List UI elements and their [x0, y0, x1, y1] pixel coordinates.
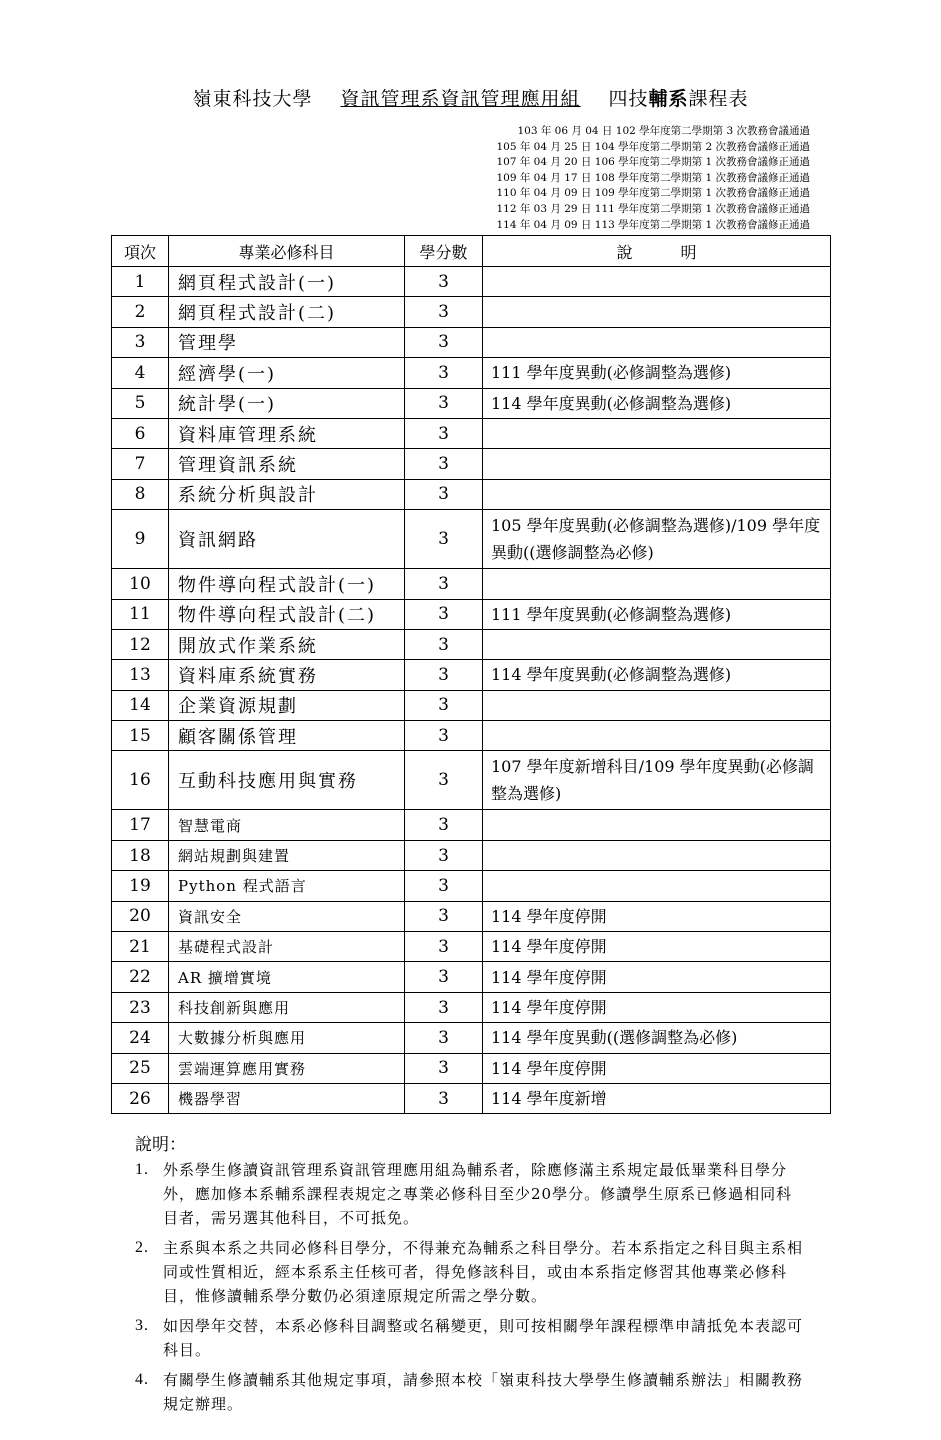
row-credits: 3 [405, 840, 483, 870]
row-no: 4 [112, 358, 169, 388]
row-subject: 機器學習 [169, 1083, 405, 1113]
course-table [111, 235, 831, 1114]
row-no: 19 [112, 871, 169, 901]
row-subject: 開放式作業系統 [169, 629, 405, 659]
explanation-item [111, 1158, 808, 1230]
table-row [112, 267, 831, 297]
row-subject: 互動科技應用與實務 [169, 751, 405, 810]
row-no: 1 [112, 267, 169, 297]
row-subject: Python 程式語言 [169, 871, 405, 901]
approval-line: 114 年 04 月 09 日 113 學年度第二學期第 1 次教務會議修正通過 [496, 218, 810, 231]
row-note [483, 327, 831, 357]
item-text: 主系與本系之共同必修科目學分，不得兼充為輔系之科目學分。若本系指定之科目與主系相同或性質相近，經本系系主任核可者，得免修該科目，或由本系指定修習其他專業必修科目，惟修讀輔系學分數仍必須達原規定所需之學分數。 [163, 1239, 804, 1305]
table-row [112, 871, 831, 901]
table-row [112, 569, 831, 599]
approval-line: 107 年 04 月 20 日 106 學年度第二學期第 1 次教務會議修正通過 [496, 156, 810, 169]
row-note: 114 學年度異動(必修調整為選修) [483, 660, 831, 690]
page-title [0, 84, 941, 111]
approval-line: 110 年 04 月 09 日 109 學年度第二學期第 1 次教務會議修正通過 [496, 187, 810, 200]
row-note: 111 學年度異動(必修調整為選修) [483, 599, 831, 629]
row-subject: 資料庫管理系統 [169, 418, 405, 448]
row-credits: 3 [405, 932, 483, 962]
table-row [112, 751, 831, 810]
title-minor: 輔系 [648, 88, 689, 110]
table-row [112, 297, 831, 327]
row-credits: 3 [405, 297, 483, 327]
table-row [112, 810, 831, 840]
header-note: 說 明 [483, 236, 831, 267]
row-subject: 雲端運算應用實務 [169, 1053, 405, 1083]
table-row [112, 1053, 831, 1083]
row-subject: 網頁程式設計(二) [169, 297, 405, 327]
item-number: 1. [135, 1161, 149, 1178]
approval-line: 109 年 04 月 17 日 108 學年度第二學期第 1 次教務會議修正通過 [496, 171, 810, 184]
row-subject: 經濟學(一) [169, 358, 405, 388]
row-no: 17 [112, 810, 169, 840]
approval-history [440, 124, 810, 233]
row-subject: 網站規劃與建置 [169, 840, 405, 870]
table-row [112, 327, 831, 357]
row-no: 3 [112, 327, 169, 357]
row-credits: 3 [405, 721, 483, 751]
row-no: 2 [112, 297, 169, 327]
row-note [483, 267, 831, 297]
row-no: 26 [112, 1083, 169, 1113]
row-credits: 3 [405, 1053, 483, 1083]
row-no: 20 [112, 901, 169, 931]
item-number: 4. [135, 1371, 149, 1388]
row-note [483, 479, 831, 509]
row-subject: 大數據分析與應用 [169, 1023, 405, 1053]
row-subject: 網頁程式設計(一) [169, 267, 405, 297]
row-no: 21 [112, 932, 169, 962]
row-subject: AR 擴增實境 [169, 962, 405, 992]
row-credits: 3 [405, 479, 483, 509]
row-note: 114 學年度停開 [483, 962, 831, 992]
row-no: 7 [112, 449, 169, 479]
table-row [112, 721, 831, 751]
explanation-section [111, 1130, 830, 1422]
row-credits: 3 [405, 751, 483, 810]
row-no: 15 [112, 721, 169, 751]
row-credits: 3 [405, 660, 483, 690]
row-no: 12 [112, 629, 169, 659]
row-credits: 3 [405, 992, 483, 1022]
row-subject: 物件導向程式設計(二) [169, 599, 405, 629]
row-note: 114 學年度停開 [483, 901, 831, 931]
row-subject: 科技創新與應用 [169, 992, 405, 1022]
title-department: 資訊管理系資訊管理應用組 [340, 88, 581, 110]
row-subject: 統計學(一) [169, 388, 405, 418]
table-row [112, 629, 831, 659]
table-row [112, 1023, 831, 1053]
row-credits: 3 [405, 810, 483, 840]
item-number: 3. [135, 1317, 149, 1334]
row-credits: 3 [405, 358, 483, 388]
table-row [112, 449, 831, 479]
row-credits: 3 [405, 599, 483, 629]
row-note: 114 學年度停開 [483, 1053, 831, 1083]
row-subject: 系統分析與設計 [169, 479, 405, 509]
row-note [483, 690, 831, 720]
row-note [483, 569, 831, 599]
approval-line: 105 年 04 月 25 日 104 學年度第二學期第 2 次教務會議修正通過 [496, 140, 810, 153]
approval-line: 112 年 03 月 29 日 111 學年度第二學期第 1 次教務會議修正通過 [496, 202, 810, 215]
row-note: 111 學年度異動(必修調整為選修) [483, 358, 831, 388]
row-credits: 3 [405, 962, 483, 992]
title-prefix: 四技 [608, 88, 649, 110]
header-subject: 專業必修科目 [169, 236, 405, 267]
row-no: 6 [112, 418, 169, 448]
row-note [483, 629, 831, 659]
row-subject: 顧客關係管理 [169, 721, 405, 751]
row-note: 105 學年度異動(必修調整為選修)/109 學年度異動((選修調整為必修) [483, 510, 831, 569]
table-row [112, 840, 831, 870]
row-credits: 3 [405, 871, 483, 901]
row-no: 5 [112, 388, 169, 418]
row-no: 22 [112, 962, 169, 992]
row-subject: 管理資訊系統 [169, 449, 405, 479]
row-credits: 3 [405, 629, 483, 659]
row-note: 114 學年度停開 [483, 992, 831, 1022]
table-row [112, 690, 831, 720]
row-credits: 3 [405, 690, 483, 720]
row-subject: 企業資源規劃 [169, 690, 405, 720]
header-credits: 學分數 [405, 236, 483, 267]
explanation-item [111, 1236, 808, 1308]
row-note [483, 418, 831, 448]
row-no: 8 [112, 479, 169, 509]
row-subject: 資料庫系統實務 [169, 660, 405, 690]
table-row [112, 660, 831, 690]
row-no: 13 [112, 660, 169, 690]
row-credits: 3 [405, 901, 483, 931]
row-subject: 基礎程式設計 [169, 932, 405, 962]
row-no: 16 [112, 751, 169, 810]
table-row [112, 1083, 831, 1113]
row-subject: 物件導向程式設計(一) [169, 569, 405, 599]
table-row [112, 510, 831, 569]
row-note: 114 學年度異動((選修調整為必修) [483, 1023, 831, 1053]
row-credits: 3 [405, 569, 483, 599]
row-note [483, 721, 831, 751]
table-row [112, 901, 831, 931]
item-text: 有關學生修讀輔系其他規定事項，請參照本校「嶺東科技大學學生修讀輔系辦法」相關教務規定辦理。 [163, 1371, 804, 1413]
row-subject: 管理學 [169, 327, 405, 357]
row-note [483, 871, 831, 901]
row-note [483, 840, 831, 870]
table-header-row [112, 236, 831, 267]
table-row [112, 962, 831, 992]
row-no: 23 [112, 992, 169, 1022]
table-row [112, 992, 831, 1022]
explanation-item [111, 1314, 808, 1362]
table-row [112, 932, 831, 962]
title-suffix: 課程表 [688, 88, 749, 110]
table-row [112, 479, 831, 509]
row-note: 107 學年度新增科目/109 學年度異動(必修調整為選修) [483, 751, 831, 810]
explanation-heading: 說明： [135, 1135, 186, 1155]
item-text: 如因學年交替，本系必修科目調整或名稱變更，則可按相關學年課程標準申請抵免本表認可科目。 [163, 1317, 804, 1359]
row-note: 114 學年度停開 [483, 932, 831, 962]
item-text: 外系學生修讀資訊管理系資訊管理應用組為輔系者，除應修滿主系規定最低畢業科目學分外，應加修本系輔系課程表規定之專業必修科目至少20學分。修讀學生原系已修過相同科目者，需另選其他科目，不可抵免。 [163, 1161, 793, 1227]
row-credits: 3 [405, 1083, 483, 1113]
header-no: 項次 [112, 236, 169, 267]
row-subject: 資訊安全 [169, 901, 405, 931]
row-credits: 3 [405, 510, 483, 569]
row-no: 18 [112, 840, 169, 870]
row-no: 24 [112, 1023, 169, 1053]
table-row [112, 388, 831, 418]
row-no: 9 [112, 510, 169, 569]
row-credits: 3 [405, 388, 483, 418]
row-credits: 3 [405, 327, 483, 357]
row-credits: 3 [405, 1023, 483, 1053]
row-credits: 3 [405, 418, 483, 448]
row-no: 11 [112, 599, 169, 629]
row-note [483, 449, 831, 479]
row-subject: 資訊網路 [169, 510, 405, 569]
row-note [483, 810, 831, 840]
row-no: 14 [112, 690, 169, 720]
approval-line: 103 年 06 月 04 日 102 學年度第二學期第 3 次教務會議通過 [517, 125, 810, 137]
row-no: 25 [112, 1053, 169, 1083]
table-row [112, 358, 831, 388]
item-number: 2. [135, 1239, 149, 1256]
table-row [112, 599, 831, 629]
table-row [112, 418, 831, 448]
row-credits: 3 [405, 449, 483, 479]
row-note: 114 學年度新增 [483, 1083, 831, 1113]
title-school: 嶺東科技大學 [192, 88, 313, 110]
row-subject: 智慧電商 [169, 810, 405, 840]
row-note: 114 學年度異動(必修調整為選修) [483, 388, 831, 418]
row-credits: 3 [405, 267, 483, 297]
explanation-list [111, 1158, 830, 1416]
explanation-item [111, 1368, 808, 1416]
row-no: 10 [112, 569, 169, 599]
row-note [483, 297, 831, 327]
